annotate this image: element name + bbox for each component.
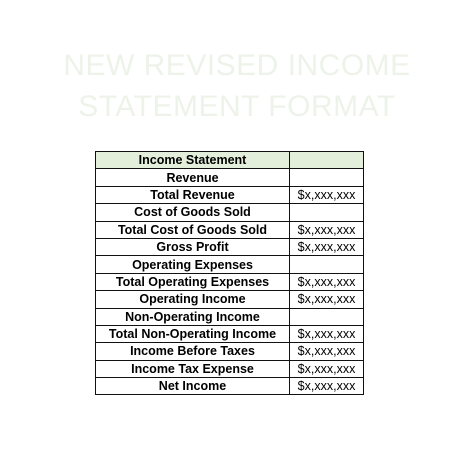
row-label[interactable]: Net Income bbox=[96, 378, 290, 395]
row-label[interactable]: Operating Expenses bbox=[96, 256, 290, 273]
row-value[interactable] bbox=[290, 256, 364, 273]
income-statement-table-wrap bbox=[95, 151, 363, 395]
table-row bbox=[96, 186, 364, 203]
table-row bbox=[96, 325, 364, 342]
row-value[interactable]: $x,xxx,xxx bbox=[290, 186, 364, 203]
page-title-line-2: STATEMENT FORMAT bbox=[78, 90, 396, 123]
row-value[interactable] bbox=[290, 169, 364, 186]
row-value[interactable]: $x,xxx,xxx bbox=[290, 221, 364, 238]
table-row bbox=[96, 308, 364, 325]
row-label[interactable]: Income Before Taxes bbox=[96, 343, 290, 360]
row-value[interactable]: $x,xxx,xxx bbox=[290, 343, 364, 360]
table-header-row bbox=[96, 152, 364, 169]
row-value[interactable] bbox=[290, 204, 364, 221]
table-row bbox=[96, 221, 364, 238]
row-value[interactable]: $x,xxx,xxx bbox=[290, 360, 364, 377]
row-label[interactable]: Total Cost of Goods Sold bbox=[96, 221, 290, 238]
table-row bbox=[96, 204, 364, 221]
income-statement-table bbox=[95, 151, 364, 395]
table-row bbox=[96, 343, 364, 360]
row-label[interactable]: Total Revenue bbox=[96, 186, 290, 203]
row-label[interactable]: Operating Income bbox=[96, 291, 290, 308]
row-value[interactable]: $x,xxx,xxx bbox=[290, 273, 364, 290]
table-row bbox=[96, 256, 364, 273]
row-label[interactable]: Total Non-Operating Income bbox=[96, 325, 290, 342]
row-label[interactable]: Cost of Goods Sold bbox=[96, 204, 290, 221]
table-row bbox=[96, 360, 364, 377]
row-value[interactable]: $x,xxx,xxx bbox=[290, 238, 364, 255]
row-value[interactable]: $x,xxx,xxx bbox=[290, 291, 364, 308]
page-title-line-1: NEW REVISED INCOME bbox=[63, 49, 411, 82]
row-value[interactable] bbox=[290, 308, 364, 325]
row-label[interactable]: Gross Profit bbox=[96, 238, 290, 255]
table-row bbox=[96, 378, 364, 395]
row-label[interactable]: Non-Operating Income bbox=[96, 308, 290, 325]
row-value[interactable]: $x,xxx,xxx bbox=[290, 378, 364, 395]
row-label[interactable]: Income Tax Expense bbox=[96, 360, 290, 377]
table-row bbox=[96, 238, 364, 255]
row-label[interactable]: Total Operating Expenses bbox=[96, 273, 290, 290]
row-label[interactable]: Revenue bbox=[96, 169, 290, 186]
table-header-value[interactable] bbox=[290, 152, 364, 169]
table-header-label[interactable]: Income Statement bbox=[96, 152, 290, 169]
row-value[interactable]: $x,xxx,xxx bbox=[290, 325, 364, 342]
table-row bbox=[96, 169, 364, 186]
table-row bbox=[96, 273, 364, 290]
table-row bbox=[96, 291, 364, 308]
